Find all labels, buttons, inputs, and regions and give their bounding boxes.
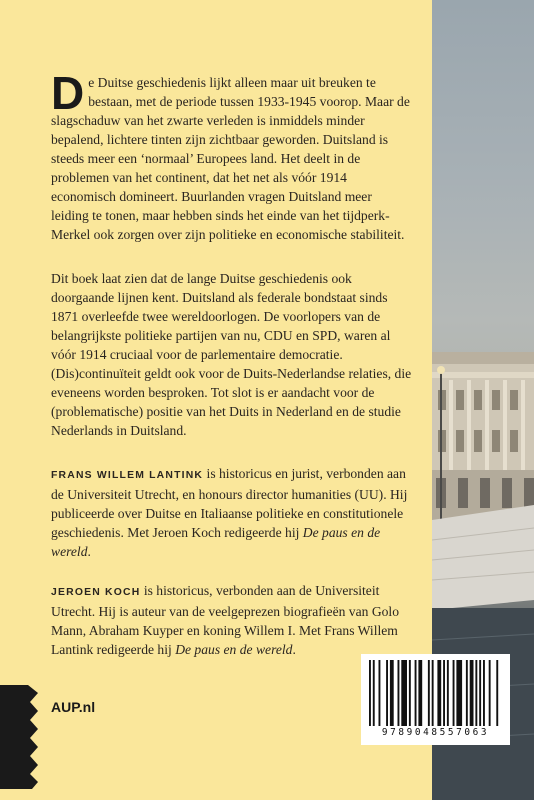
publisher-url: AUP.nl (51, 699, 96, 715)
intro-text-1: e Duitse geschiedenis lijkt alleen maar uit breuken te bestaan, met de periode tussen 1933-1945 voorop. Maar de slagschaduw van het zwarte verleden is inmiddels minder bepalend, lichtere tinten zijn zichtbaar geworden. Duitsland is steeds meer een ‘normaal’ Europees land. Het deelt in de problemen van het continent, dat het net als vóór 1914 economisch domineert. Buurlanden vragen Duitsland meer leiding te tonen, maar hebben sinds het einde van het tijdperk-Merkel ook zorgen over zijn politieke en economische stabiliteit. (51, 75, 410, 242)
isbn-number: 9789048557063 (381, 727, 490, 738)
barcode-bar (466, 660, 468, 726)
author-name: FRANS WILLEM LANTINK (51, 470, 204, 481)
book-title: De paus en de wereld (51, 525, 381, 559)
intro-paragraph-1 (51, 67, 413, 244)
barcode-bar (443, 660, 445, 726)
barcode-bar (415, 660, 417, 726)
barcode-bar (401, 660, 407, 726)
barcode-bar (437, 660, 441, 726)
intro-paragraph-2: Dit boek laat zien dat de lange Duitse geschiedenis ook doorgaande lijnen kent. Duitsland als federale bondstaat sinds 1871 overleefde twee wereldoorlogen. De voorlopers van de belangrijkste politieke partijen van nu, CDU en SPD, waren al vóór 1914 cruciaal voor de parlementaire democratie. (Dis)continuïteit geldt ook voor de Duits-Nederlandse relaties, die eveneens worden besproken. Tot slot is er aandacht voor de (problematische) positie van het Duits in Nederland en de studie Nederlands in Duitsland. (51, 271, 412, 438)
barcode-bar (390, 660, 394, 726)
barcode-bar (475, 660, 477, 726)
barcode-bar (369, 660, 371, 726)
barcode-bar (489, 660, 491, 726)
barcode-bar (447, 660, 449, 726)
barcode-bar (386, 660, 388, 726)
barcode-bar (432, 660, 434, 726)
isbn-barcode (361, 654, 510, 745)
zigzag-edge-mark (0, 685, 42, 789)
barcode-bar (428, 660, 430, 726)
barcode-bar (483, 660, 485, 726)
barcode-bar (470, 660, 474, 726)
author-bio-lantink: FRANS WILLEM LANTINK is historicus en jurist, verbonden aan de Universiteit Utrecht, en honours director humanities (UU). Hij publiceerde over Duitse en Italiaanse politieke en constitutionele geschiedenis. Met Jeroen Koch redigeerde hij De paus en de wereld. (51, 466, 408, 559)
barcode-bar (398, 660, 400, 726)
barcode-bar (418, 660, 422, 726)
barcode-bar (456, 660, 462, 726)
drop-cap: D (51, 67, 85, 119)
author-bio-text: is historicus en jurist, verbonden aan de Universiteit Utrecht, en honours director humanities (UU). Hij publiceerde over Duitse en Italiaanse politieke en constitutionele geschiedenis. Met Jeroen Koch redigeerde hij (51, 466, 408, 540)
barcode-bar (409, 660, 411, 726)
barcode-bars (369, 660, 502, 726)
author-name: JEROEN KOCH (51, 587, 141, 598)
barcode-bar (373, 660, 375, 726)
barcode-bar (479, 660, 481, 726)
author-bio-text: is historicus, verbonden aan de Universiteit Utrecht. Hij is auteur van de veelgeprezen biografieën van Golo Mann, Abraham Kuyper en koning Willem I. Met Frans Willem Lantink redigeerde hij (51, 583, 400, 657)
book-title: De paus en de wereld (175, 642, 293, 657)
barcode-bar (496, 660, 498, 726)
barcode-bar (379, 660, 381, 726)
barcode-bar (453, 660, 455, 726)
author-bio-koch: JEROEN KOCH is historicus, verbonden aan de Universiteit Utrecht. Hij is auteur van de veelgeprezen biografieën van Golo Mann, Abraham Kuyper en koning Willem I. Met Frans Willem Lantink redigeerde hij De paus en de wereld. (51, 583, 400, 657)
